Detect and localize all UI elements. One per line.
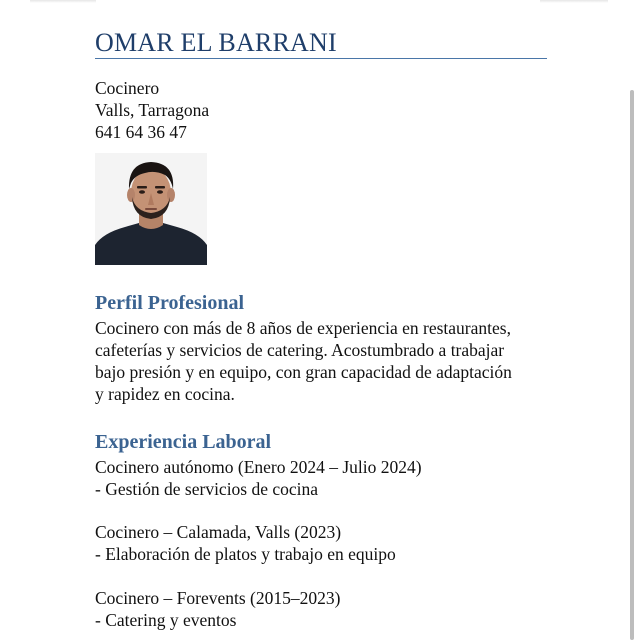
profile-line: y rapidez en cocina.: [95, 384, 235, 404]
job-entry: [95, 587, 555, 631]
profile-line: cafeterías y servicios de catering. Acostumbrado a trabajar: [95, 340, 505, 360]
job-title: Cocinero autónomo (Enero 2024 – Julio 2024): [95, 457, 422, 477]
contact-block: [95, 77, 209, 143]
candidate-name: OMAR EL BARRANI: [95, 28, 337, 57]
name-underline: [95, 58, 547, 59]
job-description: - Catering y eventos: [95, 610, 237, 630]
contact-phone[interactable]: 641 64 36 47: [95, 122, 187, 142]
contact-location: Valls, Tarragona: [95, 100, 210, 120]
profile-photo-illustration: [95, 153, 207, 265]
top-edge-shadow: [540, 0, 608, 3]
profile-photo: [95, 153, 207, 265]
profile-summary: [95, 317, 555, 405]
job-title: Cocinero – Calamada, Valls (2023): [95, 522, 342, 542]
job-entry: [95, 521, 555, 565]
profile-line: Cocinero con más de 8 años de experiencia en restaurantes,: [95, 318, 511, 338]
job-description: - Gestión de servicios de cocina: [95, 479, 319, 499]
profile-line: bajo presión y en equipo, con gran capacidad de adaptación: [95, 362, 512, 382]
job-entry: [95, 456, 555, 500]
top-edge-shadow: [30, 0, 96, 3]
scrollbar[interactable]: [630, 90, 634, 640]
job-description: - Elaboración de platos y trabajo en equipo: [95, 544, 396, 564]
experience-section-title: Experiencia Laboral: [95, 431, 272, 453]
profile-section-title: Perfil Profesional: [95, 292, 245, 314]
job-title: Cocinero – Forevents (2015–2023): [95, 588, 341, 608]
contact-role: Cocinero: [95, 78, 160, 98]
